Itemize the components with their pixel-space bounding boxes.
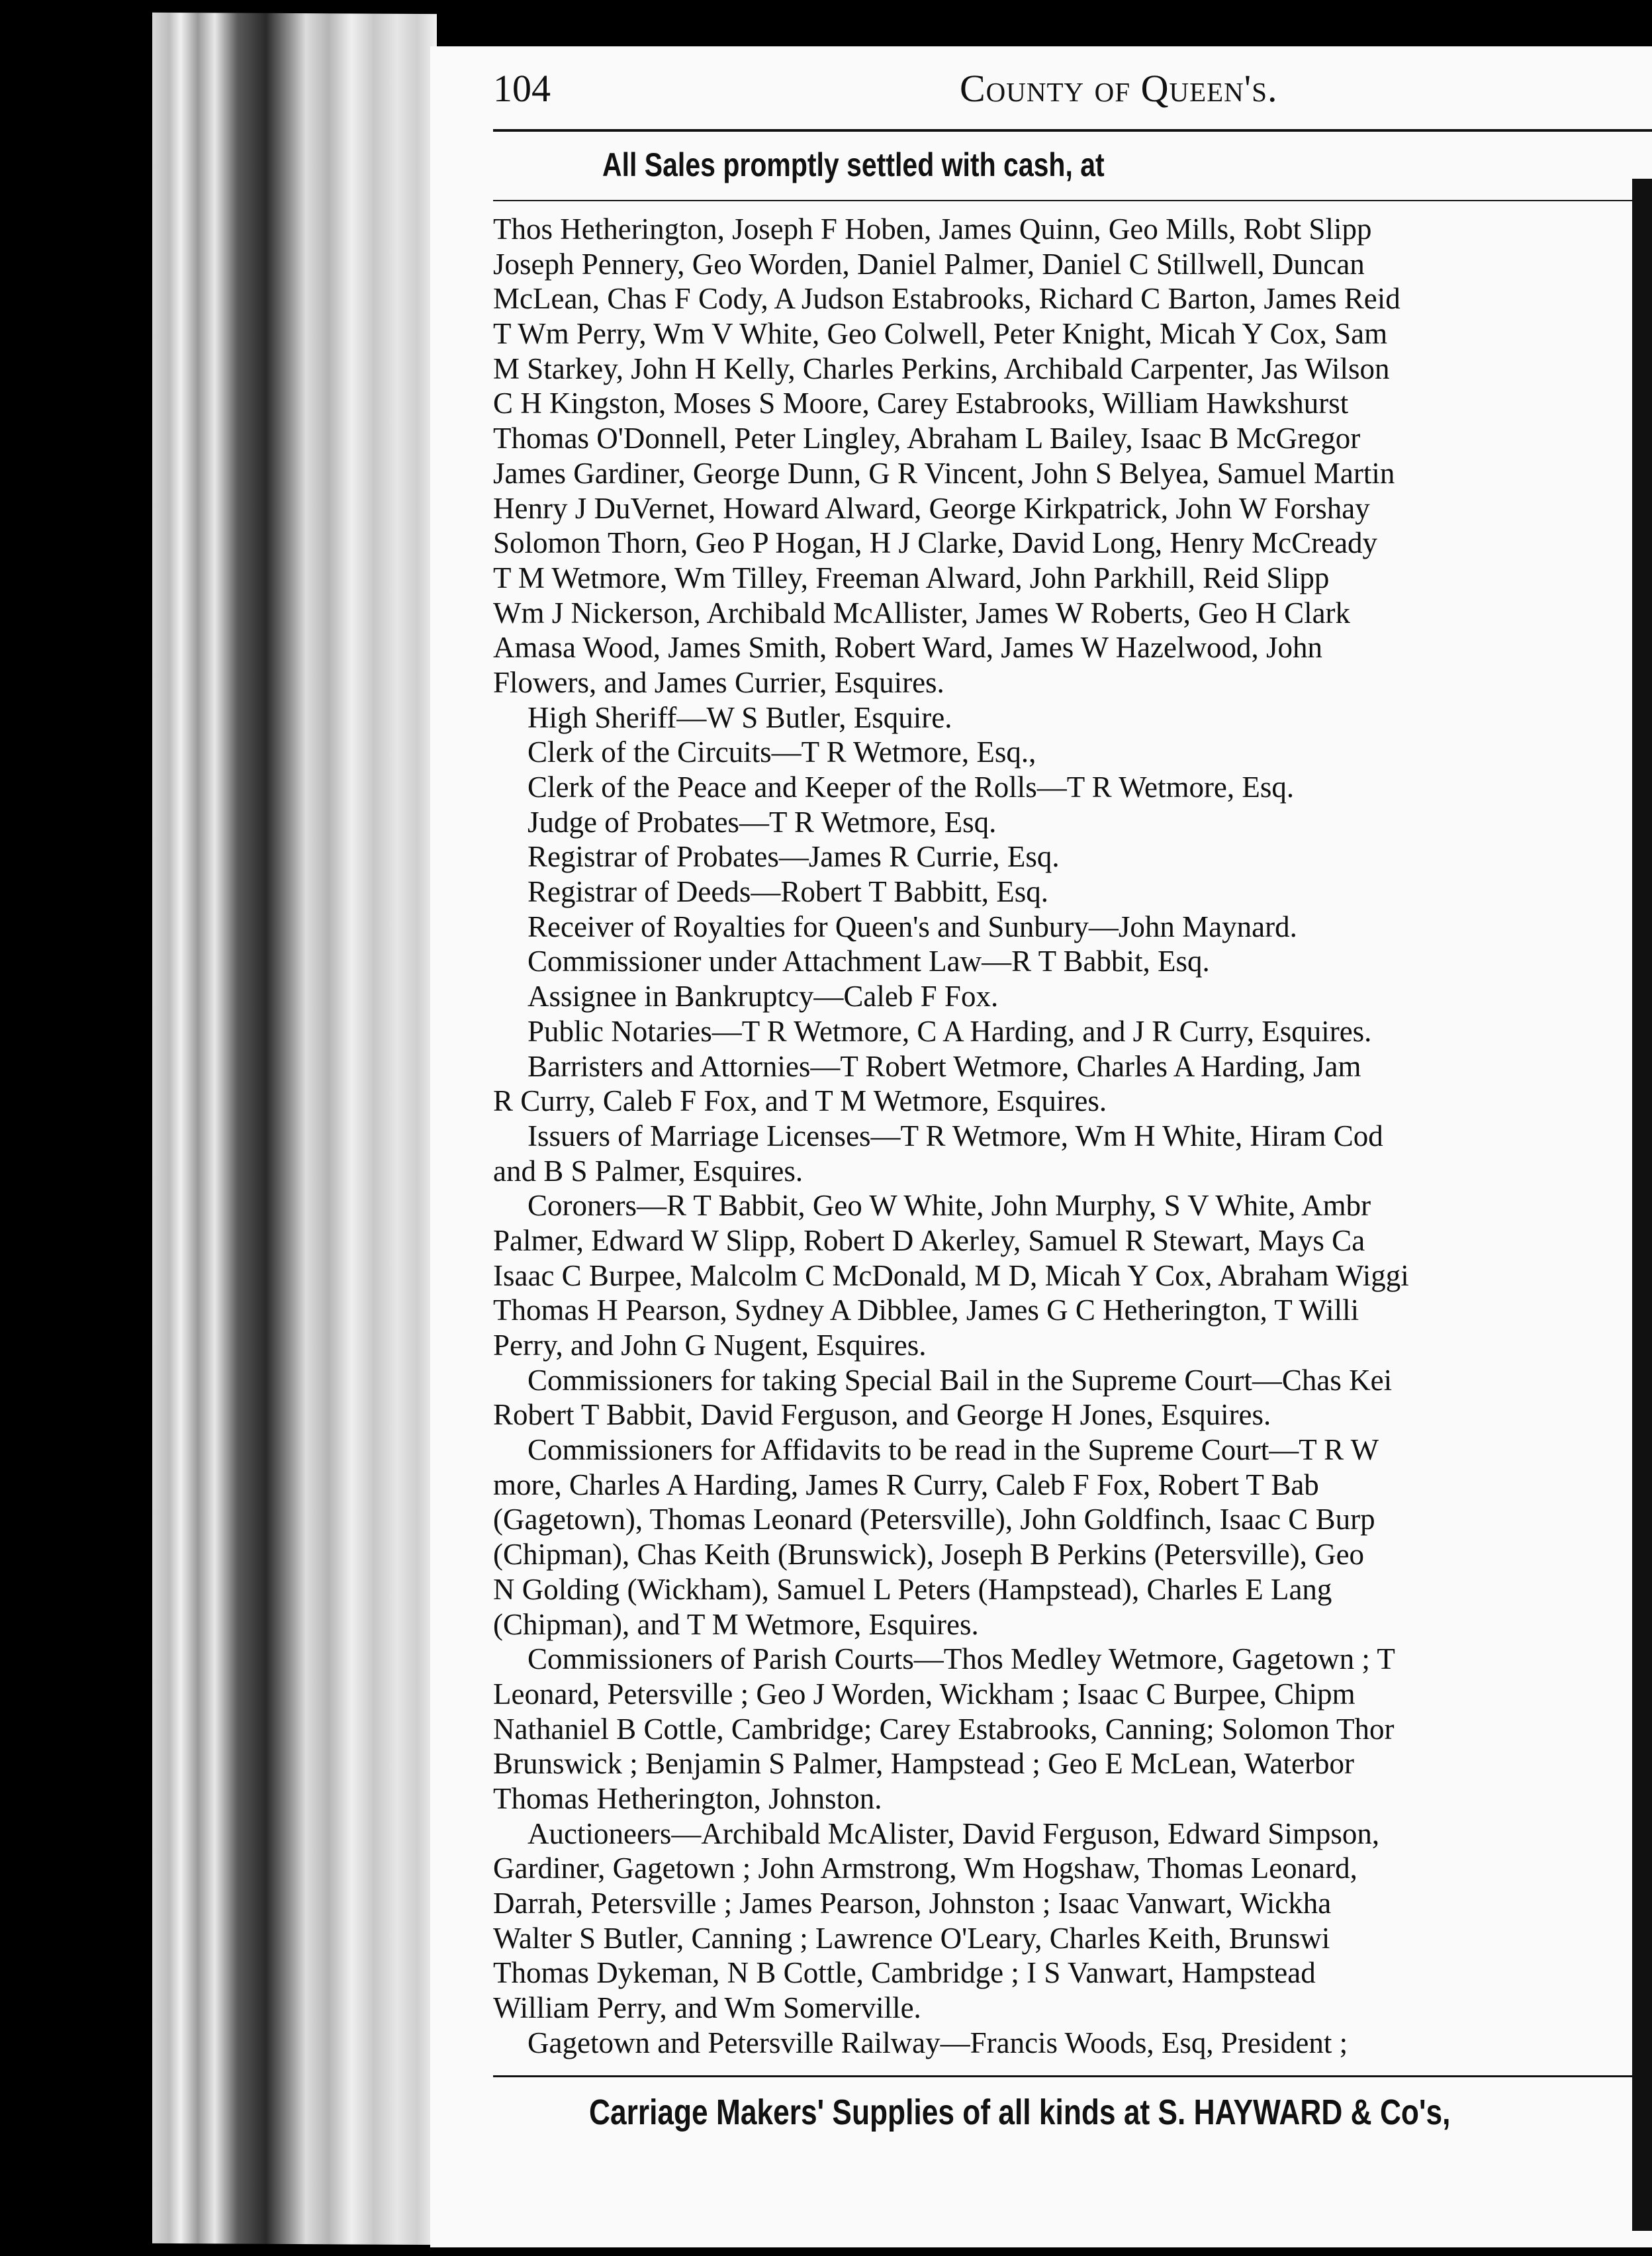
text-line: Clerk of the Peace and Keeper of the Rolls—T R Wetmore, Esq.	[528, 771, 1295, 804]
text-line: Auctioneers—Archibald McAlister, David Ferguson, Edward Simpson,	[528, 1816, 1380, 1850]
text-line: C H Kingston, Moses S Moore, Carey Estabrooks, William Hawkshurst	[493, 387, 1349, 420]
text-line: Commissioner under Attachment Law—R T Babbit, Esq.	[528, 945, 1210, 978]
text-line: (Gagetown), Thomas Leonard (Petersville), John Goldfinch, Isaac C Burp	[493, 1503, 1375, 1536]
text-line: Leonard, Petersville ; Geo J Worden, Wickham ; Isaac C Burpee, Chipm	[493, 1677, 1355, 1711]
text-line: (Chipman), Chas Keith (Brunswick), Joseph B Perkins (Petersville), Geo	[493, 1538, 1365, 1572]
text-line: more, Charles A Harding, James R Curry, Caleb F Fox, Robert T Bab	[493, 1468, 1319, 1501]
book-gutter-shadow	[1632, 179, 1652, 2231]
text-line: Commissioners for Affidavits to be read in the Supreme Court—T R W	[528, 1433, 1379, 1467]
text-line: Robert T Babbit, David Ferguson, and George H Jones, Esquires.	[493, 1398, 1271, 1432]
text-line: Amasa Wood, James Smith, Robert Ward, James W Hazelwood, John	[493, 631, 1323, 665]
text-line: Thomas H Pearson, Sydney A Dibblee, James G C Hetherington, T Willi	[493, 1293, 1359, 1327]
running-title: County of Queen's.	[960, 67, 1278, 110]
text-line: T Wm Perry, Wm V White, Geo Colwell, Peter Knight, Micah Y Cox, Sam	[493, 317, 1388, 351]
page-number: 104	[493, 67, 551, 110]
text-line: Perry, and John G Nugent, Esquires.	[493, 1329, 927, 1362]
text-line: Brunswick ; Benjamin S Palmer, Hampstead ; Geo E McLean, Waterbor	[493, 1747, 1354, 1781]
text-line: Thomas Hetherington, Johnston.	[493, 1781, 882, 1815]
text-line: Judge of Probates—T R Wetmore, Esq.	[528, 805, 997, 839]
text-line: and B S Palmer, Esquires.	[493, 1154, 803, 1188]
text-line: Receiver of Royalties for Queen's and Sunbury—John Maynard.	[528, 910, 1297, 943]
text-line: Nathaniel B Cottle, Cambridge; Carey Estabrooks, Canning; Solomon Thor	[493, 1712, 1395, 1746]
text-line: Registrar of Deeds—Robert T Babbitt, Esq.	[528, 875, 1048, 909]
text-line: Darrah, Petersville ; James Pearson, Johnston ; Isaac Vanwart, Wickha	[493, 1887, 1332, 1920]
bottom-advertisement-banner: Carriage Makers' Supplies of all kinds at S. HAYWARD & Co's,	[589, 2092, 1451, 2132]
banner-rule	[493, 200, 1652, 201]
text-line: T M Wetmore, Wm Tilley, Freeman Alward, John Parkhill, Reid Slipp	[493, 561, 1330, 594]
text-line: Registrar of Probates—James R Currie, Esq.	[528, 840, 1060, 874]
text-line: High Sheriff—W S Butler, Esquire.	[528, 700, 952, 734]
book-page-edges	[152, 13, 437, 2245]
text-line: Isaac C Burpee, Malcolm C McDonald, M D, Micah Y Cox, Abraham Wiggi	[493, 1258, 1409, 1292]
text-line: Henry J DuVernet, Howard Alward, George Kirkpatrick, John W Forshay	[493, 491, 1370, 525]
text-line: Commissioners for taking Special Bail in the Supreme Court—Chas Kei	[528, 1363, 1393, 1397]
text-line: N Golding (Wickham), Samuel L Peters (Hampstead), Charles E Lang	[493, 1572, 1332, 1606]
text-line: Gagetown and Petersville Railway—Francis Woods, Esq, President ;	[528, 2026, 1348, 2059]
text-line: James Gardiner, George Dunn, G R Vincent, John S Belyea, Samuel Martin	[493, 456, 1395, 490]
header-rule	[493, 129, 1652, 132]
text-line: McLean, Chas F Cody, A Judson Estabrooks, Richard C Barton, James Reid	[493, 282, 1400, 316]
text-line: Issuers of Marriage Licenses—T R Wetmore, Wm H White, Hiram Cod	[528, 1119, 1383, 1152]
book-page	[430, 46, 1652, 2247]
text-line: M Starkey, John H Kelly, Charles Perkins, Archibald Carpenter, Jas Wilson	[493, 352, 1390, 385]
directory-body-text	[493, 212, 1652, 2060]
text-line: Clerk of the Circuits—T R Wetmore, Esq.,	[528, 735, 1036, 769]
page-header	[493, 66, 1618, 119]
text-line: Thomas O'Donnell, Peter Lingley, Abraham L Bailey, Isaac B McGregor	[493, 422, 1361, 455]
text-line: Palmer, Edward W Slipp, Robert D Akerley, Samuel R Stewart, Mays Ca	[493, 1223, 1365, 1257]
text-line: Coroners—R T Babbit, Geo W White, John Murphy, S V White, Ambr	[528, 1189, 1371, 1223]
text-line: Assignee in Bankruptcy—Caleb F Fox.	[528, 980, 999, 1013]
text-line: (Chipman), and T M Wetmore, Esquires.	[493, 1607, 979, 1641]
top-advertisement-banner: All Sales promptly settled with cash, at	[602, 146, 1105, 183]
text-line: Joseph Pennery, Geo Worden, Daniel Palmer, Daniel C Stillwell, Duncan	[493, 247, 1365, 281]
text-line: Thomas Dykeman, N B Cottle, Cambridge ; I S Vanwart, Hampstead	[493, 1956, 1316, 1990]
text-line: William Perry, and Wm Somerville.	[493, 1991, 921, 2025]
footer-rule	[493, 2075, 1652, 2077]
text-line: Solomon Thorn, Geo P Hogan, H J Clarke, David Long, Henry McCready	[493, 526, 1378, 560]
text-line: Barristers and Attornies—T Robert Wetmore, Charles A Harding, Jam	[528, 1049, 1361, 1083]
text-line: Commissioners of Parish Courts—Thos Medley Wetmore, Gagetown ; T	[528, 1642, 1395, 1676]
text-line: Public Notaries—T R Wetmore, C A Harding, and J R Curry, Esquires.	[528, 1014, 1372, 1048]
text-line: Flowers, and James Currier, Esquires.	[493, 665, 944, 699]
text-line: Wm J Nickerson, Archibald McAllister, James W Roberts, Geo H Clark	[493, 596, 1351, 630]
text-line: Gardiner, Gagetown ; John Armstrong, Wm Hogshaw, Thomas Leonard,	[493, 1852, 1357, 1885]
text-line: R Curry, Caleb F Fox, and T M Wetmore, Esquires.	[493, 1084, 1107, 1118]
text-line: Walter S Butler, Canning ; Lawrence O'Leary, Charles Keith, Brunswi	[493, 1921, 1330, 1955]
text-line: Thos Hetherington, Joseph F Hoben, James Quinn, Geo Mills, Robt Slipp	[493, 212, 1372, 246]
